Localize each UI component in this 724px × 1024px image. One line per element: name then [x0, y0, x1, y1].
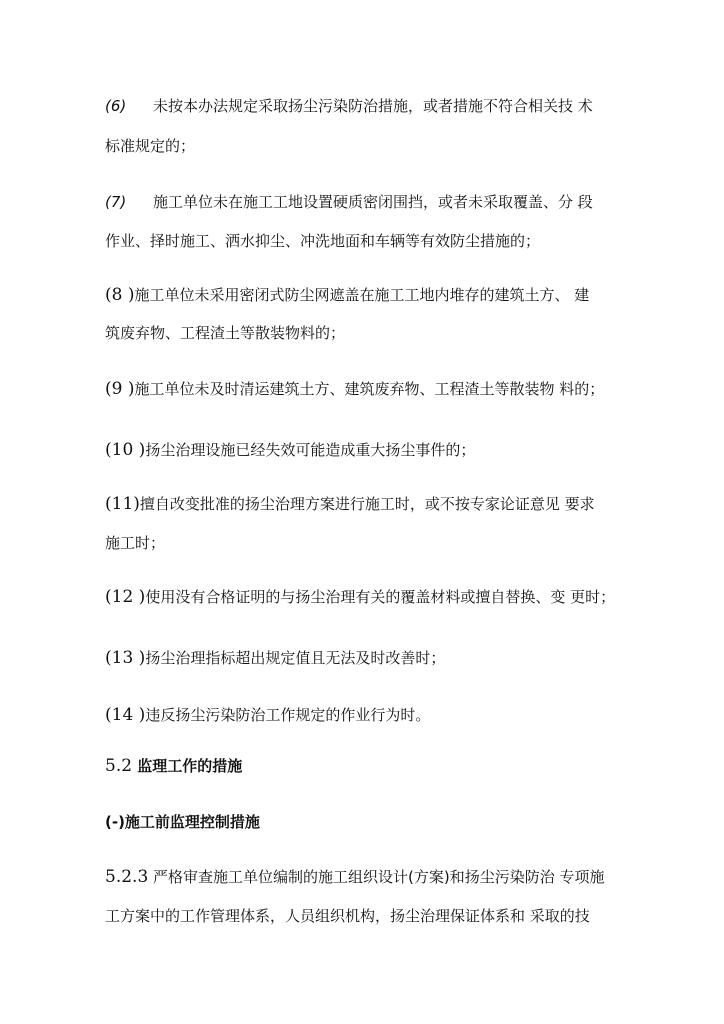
item-11 [105, 494, 595, 514]
item-text: 违反扬尘污染防治工作规定的作业行为时。 [145, 706, 431, 724]
item-9 [105, 379, 604, 399]
item-text: 施工单位未在施工工地设置硬质密闭围挡，或者未采取覆盖、分 段 [153, 193, 593, 211]
item-text: 扬尘治理指标超出规定值且无法及时改善时； [145, 649, 446, 667]
item-number: (6) [105, 97, 127, 115]
item-number: (14 ) [105, 705, 146, 725]
paragraph-number: 5.2.3 [105, 867, 149, 887]
item-8-continued [105, 323, 345, 343]
item-text: 使用没有合格证明的与扬尘治理有关的覆盖材料或擅自替换、变 更时； [145, 588, 616, 606]
item-text: 未按本办法规定采取扬尘污染防治措施，或者措施不符合相关技 术 [153, 97, 593, 115]
paragraph-5-2-3 [105, 867, 605, 887]
item-14 [105, 705, 430, 725]
item-text: 作业、择时施工、洒水抑尘、冲洗地面和车辆等有效防尘措施的； [105, 232, 541, 250]
subsection-heading [105, 812, 260, 832]
item-text: 扬尘治理设施已经失效可能造成重大扬尘事件的； [145, 441, 476, 459]
item-8 [105, 285, 589, 305]
item-number: (8 ) [105, 285, 135, 305]
item-number: (12 ) [105, 587, 146, 607]
item-text: 擅自改变批准的扬尘治理方案进行施工时，或不按专家论证意见 要求 [139, 495, 595, 513]
item-11-continued [105, 533, 165, 553]
section-number: 5.2 [105, 756, 133, 776]
subsection-title: (-)施工前监理控制措施 [105, 813, 260, 831]
item-text: 施工时； [105, 534, 166, 552]
item-text: 筑废弃物、工程渣土等散装物料的； [105, 324, 346, 342]
item-text: 施工单位未采用密闭式防尘网遮盖在施工工地内堆存的建筑土方、 建 [134, 286, 590, 304]
item-text: 施工单位未及时清运建筑土方、建筑废弃物、工程渣土等散装物 料的； [134, 380, 605, 398]
item-7 [105, 192, 593, 212]
item-10 [105, 440, 475, 460]
section-title: 监理工作的措施 [137, 757, 243, 775]
item-12 [105, 587, 615, 607]
item-6-continued [105, 136, 195, 156]
item-number: (13 ) [105, 648, 146, 668]
item-text: 标准规定的； [105, 137, 196, 155]
item-number: (10 ) [105, 440, 146, 460]
paragraph-text: 工方案中的工作管理体系，人员组织机构，扬尘治理保证体系和 采取的技 [105, 907, 590, 925]
item-13 [105, 648, 445, 668]
section-heading-5-2 [105, 756, 242, 776]
paragraph-5-2-3-continued [105, 906, 590, 926]
item-number: (11) [105, 494, 140, 514]
paragraph-text: 严格审查施工单位编制的施工组织设计(方案)和扬尘污染防治 专项施 [153, 868, 605, 886]
item-7-continued [105, 231, 540, 251]
item-6 [105, 96, 593, 116]
item-number: (9 ) [105, 379, 135, 399]
item-number: (7) [105, 193, 127, 211]
